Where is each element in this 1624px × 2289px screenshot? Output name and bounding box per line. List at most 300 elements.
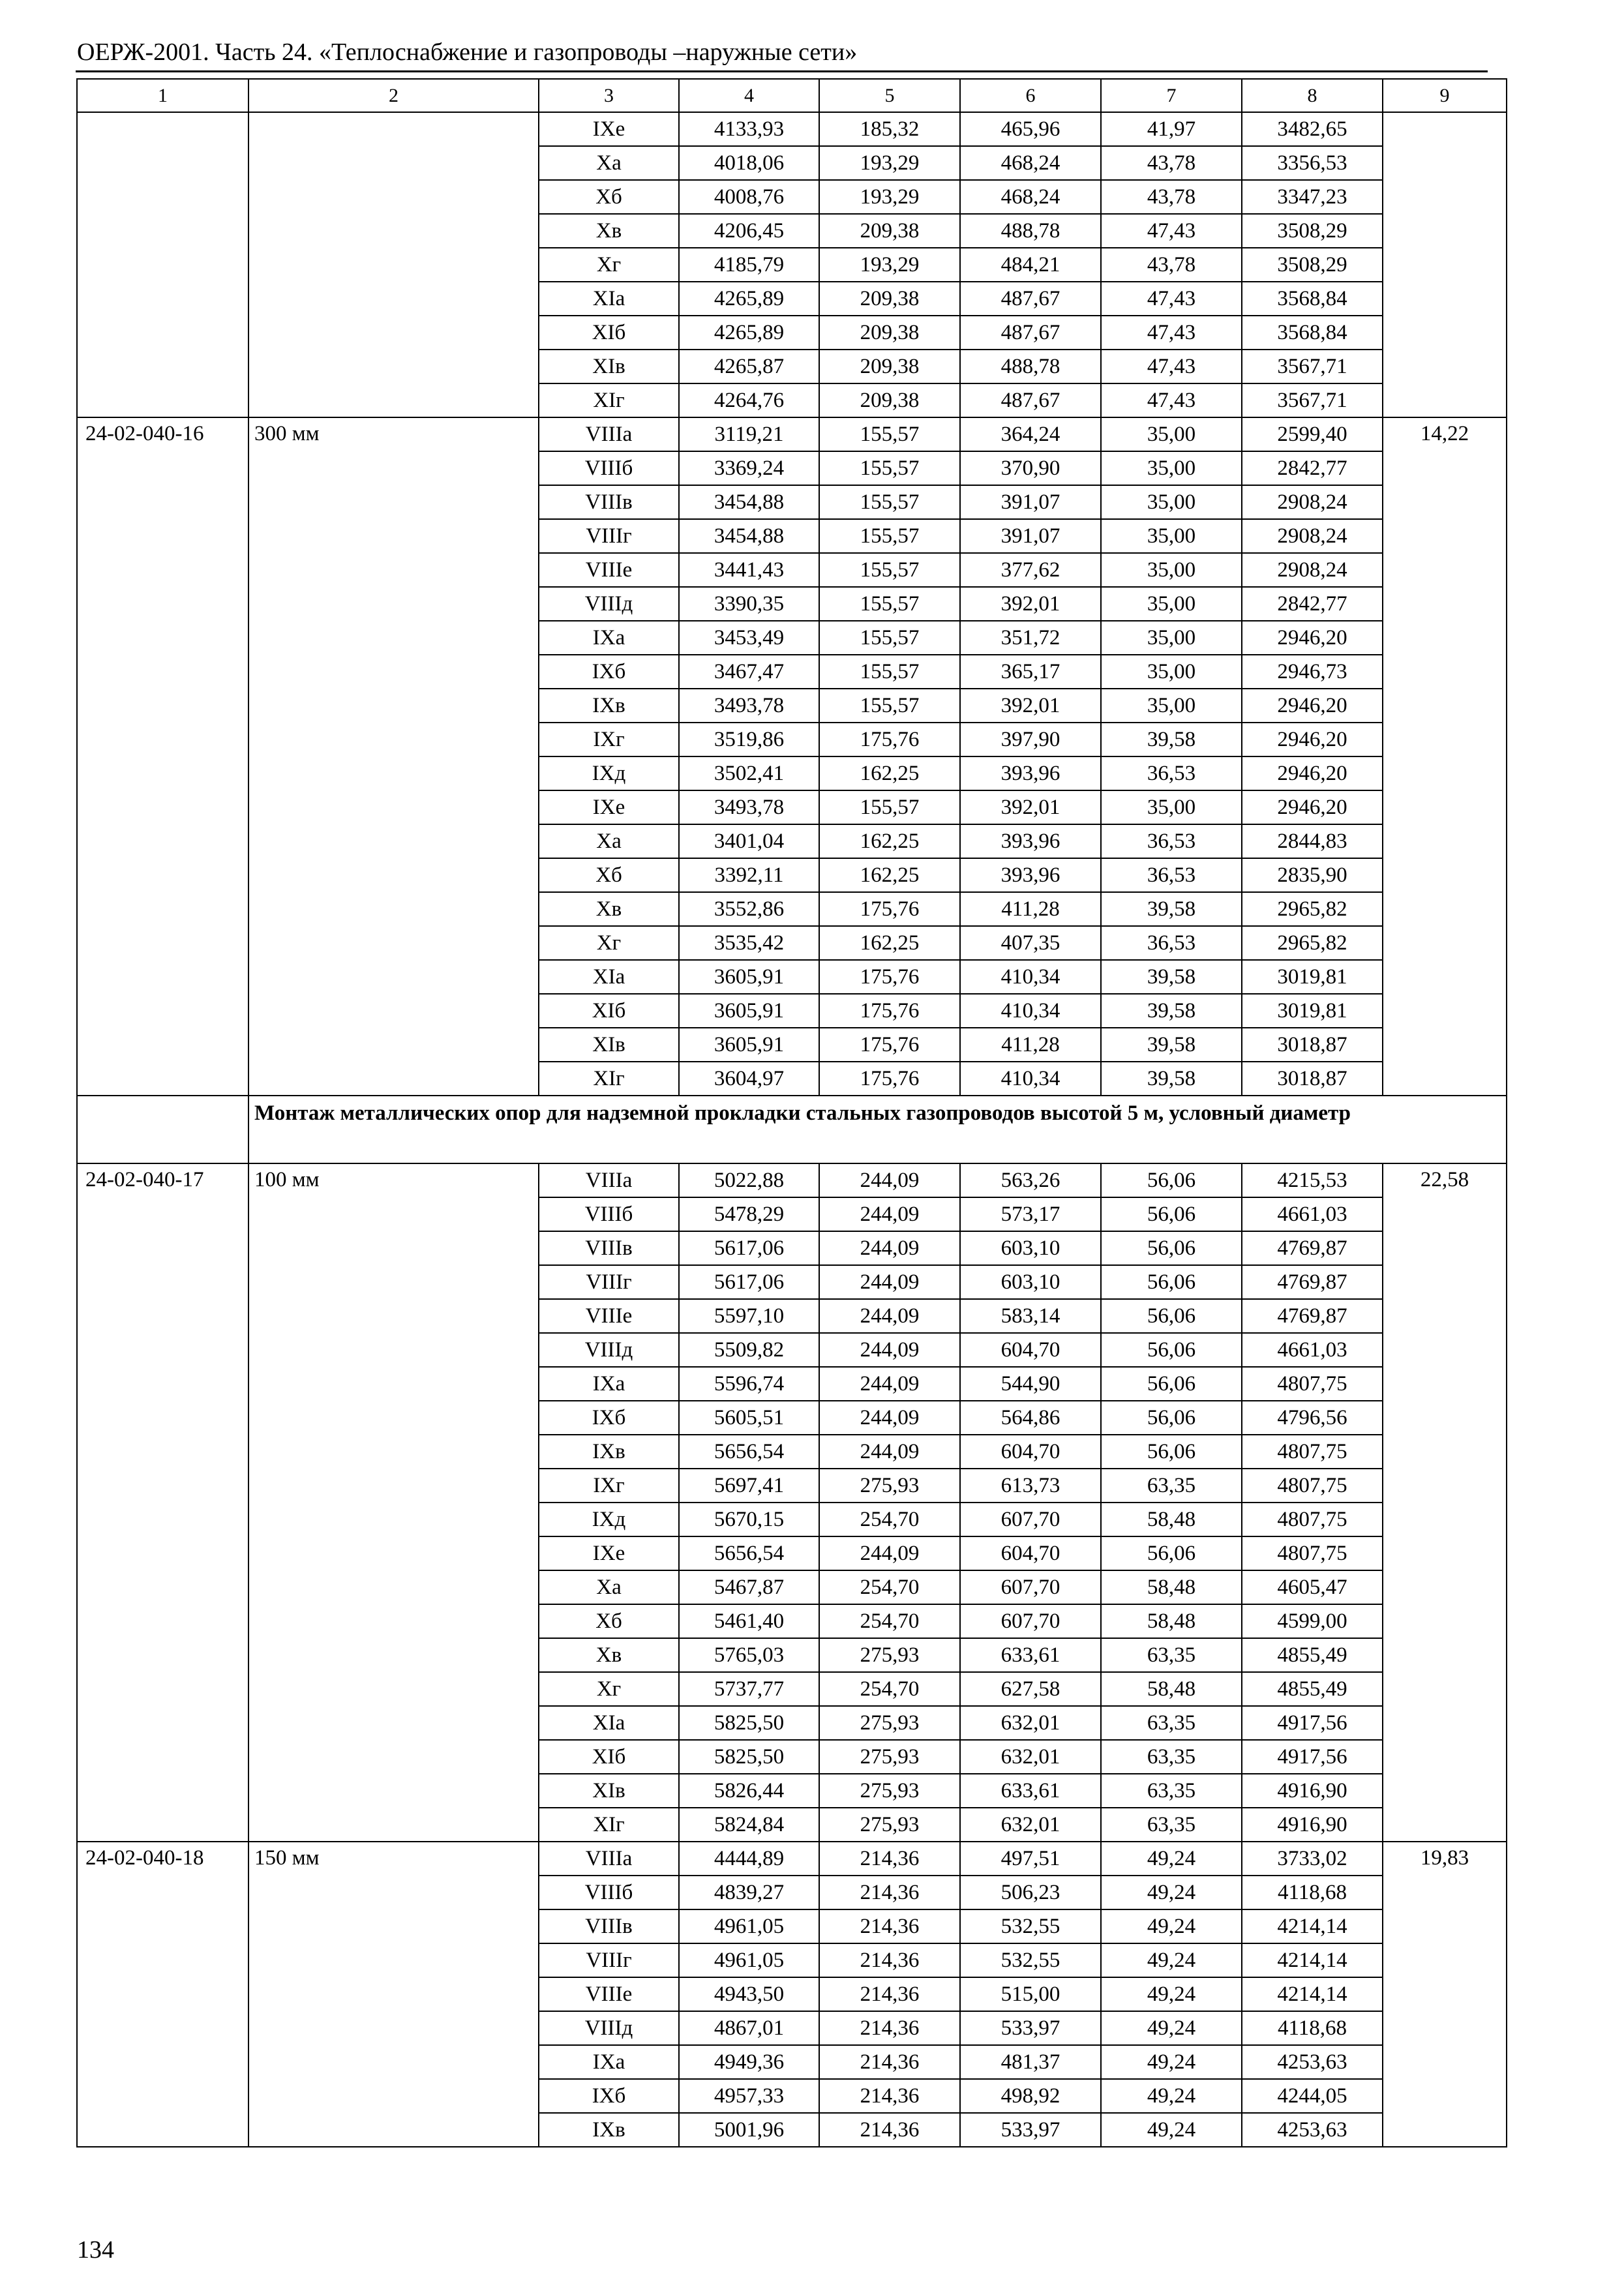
table-row [77, 112, 1507, 146]
machinist-wages-cell: 63,35 [1101, 1808, 1242, 1842]
machines-cell: 583,14 [960, 1299, 1101, 1333]
materials-cell: 2946,20 [1242, 689, 1383, 723]
machinist-wages-cell: 56,06 [1101, 1265, 1242, 1299]
machines-cell: 397,90 [960, 723, 1101, 756]
rate-class-cell: Xб [539, 858, 679, 892]
rate-class-cell: IXа [539, 1367, 679, 1401]
rate-class-cell: Xг [539, 1672, 679, 1706]
labor-wages-cell: 244,09 [819, 1401, 960, 1435]
materials-cell: 4118,68 [1242, 2011, 1383, 2045]
direct-costs-cell: 4957,33 [679, 2079, 819, 2113]
machines-cell: 391,07 [960, 485, 1101, 519]
materials-cell: 2965,82 [1242, 926, 1383, 960]
machines-cell: 392,01 [960, 587, 1101, 621]
machines-cell: 498,92 [960, 2079, 1101, 2113]
diameter-cell: 150 мм [248, 1842, 539, 2147]
machinist-wages-cell: 49,24 [1101, 2045, 1242, 2079]
materials-cell: 4214,14 [1242, 1909, 1383, 1943]
labor-wages-cell: 175,76 [819, 1062, 960, 1096]
machines-cell: 484,21 [960, 248, 1101, 282]
rate-code-cell [77, 112, 248, 417]
materials-cell: 2946,73 [1242, 655, 1383, 689]
materials-cell: 4796,56 [1242, 1401, 1383, 1435]
machines-cell: 632,01 [960, 1740, 1101, 1774]
direct-costs-cell: 5605,51 [679, 1401, 819, 1435]
labor-wages-cell: 214,36 [819, 1842, 960, 1876]
direct-costs-cell: 5670,15 [679, 1503, 819, 1536]
rate-class-cell: VIIIг [539, 1943, 679, 1977]
materials-cell: 3347,23 [1242, 180, 1383, 214]
direct-costs-cell: 3390,35 [679, 587, 819, 621]
labor-wages-cell: 209,38 [819, 282, 960, 316]
labor-wages-cell: 214,36 [819, 2079, 960, 2113]
materials-cell: 3356,53 [1242, 146, 1383, 180]
materials-cell: 3567,71 [1242, 350, 1383, 383]
labor-wages-cell: 155,57 [819, 519, 960, 553]
labor-wages-cell: 175,76 [819, 960, 960, 994]
rate-code-cell: 24-02-040-16 [77, 417, 248, 1096]
rate-class-cell: IXв [539, 1435, 679, 1469]
labor-wages-cell: 244,09 [819, 1536, 960, 1570]
materials-cell: 4917,56 [1242, 1706, 1383, 1740]
column-number: 4 [679, 79, 819, 112]
direct-costs-cell: 5467,87 [679, 1570, 819, 1604]
rate-code-cell: 24-02-040-17 [77, 1163, 248, 1842]
direct-costs-cell: 5597,10 [679, 1299, 819, 1333]
rate-class-cell: XIа [539, 1706, 679, 1740]
direct-costs-cell: 3604,97 [679, 1062, 819, 1096]
materials-cell: 4661,03 [1242, 1197, 1383, 1231]
rate-class-cell: Xв [539, 1638, 679, 1672]
machines-cell: 607,70 [960, 1570, 1101, 1604]
rate-code-cell: 24-02-040-18 [77, 1842, 248, 2147]
labor-wages-cell: 244,09 [819, 1333, 960, 1367]
machinist-wages-cell: 49,24 [1101, 2079, 1242, 2113]
machines-cell: 497,51 [960, 1842, 1101, 1876]
machines-cell: 515,00 [960, 1977, 1101, 2011]
machines-cell: 411,28 [960, 892, 1101, 926]
section-blank-cell [77, 1096, 248, 1163]
direct-costs-cell: 4949,36 [679, 2045, 819, 2079]
direct-costs-cell: 5509,82 [679, 1333, 819, 1367]
labor-hours-cell: 14,22 [1383, 417, 1507, 1096]
direct-costs-cell: 5697,41 [679, 1469, 819, 1503]
labor-wages-cell: 214,36 [819, 1909, 960, 1943]
materials-cell: 4118,68 [1242, 1876, 1383, 1909]
direct-costs-cell: 3605,91 [679, 994, 819, 1028]
machinist-wages-cell: 63,35 [1101, 1740, 1242, 1774]
labor-wages-cell: 162,25 [819, 926, 960, 960]
labor-wages-cell: 209,38 [819, 316, 960, 350]
direct-costs-cell: 3453,49 [679, 621, 819, 655]
rate-class-cell: IXб [539, 1401, 679, 1435]
direct-costs-cell: 3369,24 [679, 451, 819, 485]
machinist-wages-cell: 41,97 [1101, 112, 1242, 146]
rate-class-cell: IXе [539, 790, 679, 824]
page-header-title: ОЕРЖ-2001. Часть 24. «Теплоснабжение и газопроводы –наружные сети» [77, 38, 858, 66]
machinist-wages-cell: 56,06 [1101, 1401, 1242, 1435]
labor-wages-cell: 193,29 [819, 248, 960, 282]
table-row [77, 1842, 1507, 1876]
machinist-wages-cell: 39,58 [1101, 892, 1242, 926]
direct-costs-cell: 4206,45 [679, 214, 819, 248]
rate-class-cell: IXе [539, 112, 679, 146]
machinist-wages-cell: 39,58 [1101, 723, 1242, 756]
machinist-wages-cell: 39,58 [1101, 1062, 1242, 1096]
rate-class-cell: IXа [539, 621, 679, 655]
direct-costs-cell: 5617,06 [679, 1231, 819, 1265]
labor-wages-cell: 162,25 [819, 858, 960, 892]
machines-cell: 603,10 [960, 1265, 1101, 1299]
materials-cell: 4807,75 [1242, 1536, 1383, 1570]
rate-class-cell: XIб [539, 316, 679, 350]
direct-costs-cell: 4018,06 [679, 146, 819, 180]
diameter-cell: 100 мм [248, 1163, 539, 1842]
machines-cell: 370,90 [960, 451, 1101, 485]
machines-cell: 364,24 [960, 417, 1101, 451]
direct-costs-cell: 5824,84 [679, 1808, 819, 1842]
rate-class-cell: VIIIд [539, 587, 679, 621]
labor-wages-cell: 214,36 [819, 1977, 960, 2011]
rate-class-cell: XIа [539, 282, 679, 316]
machines-cell: 487,67 [960, 316, 1101, 350]
materials-cell: 4214,14 [1242, 1943, 1383, 1977]
table-body [77, 79, 1507, 2147]
rate-class-cell: XIг [539, 1062, 679, 1096]
machines-cell: 392,01 [960, 790, 1101, 824]
materials-cell: 4855,49 [1242, 1638, 1383, 1672]
machines-cell: 544,90 [960, 1367, 1101, 1401]
machines-cell: 533,97 [960, 2113, 1101, 2147]
machinist-wages-cell: 39,58 [1101, 1028, 1242, 1062]
rate-class-cell: Xа [539, 1570, 679, 1604]
machines-cell: 633,61 [960, 1638, 1101, 1672]
machinist-wages-cell: 35,00 [1101, 485, 1242, 519]
direct-costs-cell: 4867,01 [679, 2011, 819, 2045]
machines-cell: 481,37 [960, 2045, 1101, 2079]
labor-wages-cell: 155,57 [819, 689, 960, 723]
column-number: 6 [960, 79, 1101, 112]
rate-class-cell: VIIIд [539, 1333, 679, 1367]
rate-class-cell: VIIIе [539, 1299, 679, 1333]
materials-cell: 4214,14 [1242, 1977, 1383, 2011]
machinist-wages-cell: 56,06 [1101, 1435, 1242, 1469]
labor-wages-cell: 155,57 [819, 417, 960, 451]
rate-class-cell: XIб [539, 994, 679, 1028]
materials-cell: 3568,84 [1242, 316, 1383, 350]
machinist-wages-cell: 35,00 [1101, 519, 1242, 553]
labor-wages-cell: 275,93 [819, 1706, 960, 1740]
rate-class-cell: Xб [539, 180, 679, 214]
direct-costs-cell: 4961,05 [679, 1909, 819, 1943]
machinist-wages-cell: 56,06 [1101, 1536, 1242, 1570]
labor-hours-cell: 22,58 [1383, 1163, 1507, 1842]
rate-class-cell: VIIIа [539, 417, 679, 451]
materials-cell: 2946,20 [1242, 723, 1383, 756]
materials-cell: 2844,83 [1242, 824, 1383, 858]
labor-wages-cell: 175,76 [819, 892, 960, 926]
labor-wages-cell: 244,09 [819, 1435, 960, 1469]
machinist-wages-cell: 58,48 [1101, 1604, 1242, 1638]
direct-costs-cell: 3605,91 [679, 960, 819, 994]
materials-cell: 2946,20 [1242, 790, 1383, 824]
machinist-wages-cell: 35,00 [1101, 587, 1242, 621]
labor-wages-cell: 244,09 [819, 1299, 960, 1333]
machines-cell: 487,67 [960, 282, 1101, 316]
materials-cell: 4916,90 [1242, 1808, 1383, 1842]
labor-wages-cell: 214,36 [819, 2045, 960, 2079]
machines-cell: 410,34 [960, 1062, 1101, 1096]
machines-cell: 488,78 [960, 214, 1101, 248]
direct-costs-cell: 5478,29 [679, 1197, 819, 1231]
labor-wages-cell: 214,36 [819, 2113, 960, 2147]
machinist-wages-cell: 39,58 [1101, 994, 1242, 1028]
rate-class-cell: XIв [539, 1028, 679, 1062]
machines-cell: 604,70 [960, 1435, 1101, 1469]
labor-wages-cell: 244,09 [819, 1163, 960, 1197]
column-number-row [77, 79, 1507, 112]
machinist-wages-cell: 49,24 [1101, 2011, 1242, 2045]
machinist-wages-cell: 43,78 [1101, 146, 1242, 180]
machinist-wages-cell: 63,35 [1101, 1774, 1242, 1808]
materials-cell: 2835,90 [1242, 858, 1383, 892]
machines-cell: 410,34 [960, 994, 1101, 1028]
direct-costs-cell: 4185,79 [679, 248, 819, 282]
materials-cell: 4253,63 [1242, 2113, 1383, 2147]
machines-cell: 532,55 [960, 1909, 1101, 1943]
machinist-wages-cell: 56,06 [1101, 1197, 1242, 1231]
materials-cell: 3018,87 [1242, 1062, 1383, 1096]
labor-wages-cell: 209,38 [819, 214, 960, 248]
rate-class-cell: VIIIб [539, 451, 679, 485]
materials-cell: 2908,24 [1242, 519, 1383, 553]
machines-cell: 410,34 [960, 960, 1101, 994]
machinist-wages-cell: 47,43 [1101, 383, 1242, 417]
section-title: Монтаж металлических опор для надземной прокладки стальных газопроводов высотой 5 м, условный диаметр [248, 1096, 1507, 1163]
machines-cell: 411,28 [960, 1028, 1101, 1062]
labor-wages-cell: 193,29 [819, 180, 960, 214]
machinist-wages-cell: 35,00 [1101, 790, 1242, 824]
materials-cell: 4253,63 [1242, 2045, 1383, 2079]
direct-costs-cell: 3519,86 [679, 723, 819, 756]
labor-wages-cell: 155,57 [819, 553, 960, 587]
direct-costs-cell: 4444,89 [679, 1842, 819, 1876]
rate-class-cell: XIб [539, 1740, 679, 1774]
machines-cell: 393,96 [960, 824, 1101, 858]
rate-class-cell: Xг [539, 248, 679, 282]
labor-wages-cell: 254,70 [819, 1570, 960, 1604]
direct-costs-cell: 3401,04 [679, 824, 819, 858]
labor-wages-cell: 193,29 [819, 146, 960, 180]
materials-cell: 4769,87 [1242, 1265, 1383, 1299]
labor-wages-cell: 155,57 [819, 587, 960, 621]
direct-costs-cell: 5825,50 [679, 1740, 819, 1774]
machines-cell: 468,24 [960, 146, 1101, 180]
materials-cell: 4769,87 [1242, 1231, 1383, 1265]
direct-costs-cell: 5737,77 [679, 1672, 819, 1706]
machinist-wages-cell: 49,24 [1101, 1977, 1242, 2011]
machinist-wages-cell: 49,24 [1101, 1842, 1242, 1876]
labor-wages-cell: 275,93 [819, 1638, 960, 1672]
column-number: 3 [539, 79, 679, 112]
materials-cell: 4807,75 [1242, 1503, 1383, 1536]
materials-cell: 3568,84 [1242, 282, 1383, 316]
rate-class-cell: IXе [539, 1536, 679, 1570]
table-row [77, 1163, 1507, 1197]
machinist-wages-cell: 35,00 [1101, 553, 1242, 587]
materials-cell: 4244,05 [1242, 2079, 1383, 2113]
direct-costs-cell: 3392,11 [679, 858, 819, 892]
column-number: 1 [77, 79, 248, 112]
materials-cell: 4215,53 [1242, 1163, 1383, 1197]
labor-wages-cell: 155,57 [819, 621, 960, 655]
direct-costs-cell: 5596,74 [679, 1367, 819, 1401]
labor-hours-cell: 19,83 [1383, 1842, 1507, 2147]
machinist-wages-cell: 47,43 [1101, 282, 1242, 316]
machines-cell: 563,26 [960, 1163, 1101, 1197]
direct-costs-cell: 3441,43 [679, 553, 819, 587]
machines-cell: 506,23 [960, 1876, 1101, 1909]
direct-costs-cell: 3502,41 [679, 756, 819, 790]
machinist-wages-cell: 58,48 [1101, 1570, 1242, 1604]
machinist-wages-cell: 36,53 [1101, 824, 1242, 858]
labor-wages-cell: 209,38 [819, 383, 960, 417]
labor-wages-cell: 155,57 [819, 485, 960, 519]
materials-cell: 2599,40 [1242, 417, 1383, 451]
labor-wages-cell: 244,09 [819, 1231, 960, 1265]
materials-cell: 2946,20 [1242, 621, 1383, 655]
direct-costs-cell: 4961,05 [679, 1943, 819, 1977]
materials-cell: 4807,75 [1242, 1367, 1383, 1401]
machines-cell: 603,10 [960, 1231, 1101, 1265]
materials-cell: 3019,81 [1242, 960, 1383, 994]
direct-costs-cell: 3454,88 [679, 485, 819, 519]
machinist-wages-cell: 35,00 [1101, 621, 1242, 655]
diameter-cell [248, 112, 539, 417]
direct-costs-cell: 5001,96 [679, 2113, 819, 2147]
direct-costs-cell: 5656,54 [679, 1435, 819, 1469]
materials-cell: 3733,02 [1242, 1842, 1383, 1876]
direct-costs-cell: 3454,88 [679, 519, 819, 553]
direct-costs-cell: 4133,93 [679, 112, 819, 146]
direct-costs-cell: 4265,87 [679, 350, 819, 383]
machinist-wages-cell: 56,06 [1101, 1231, 1242, 1265]
column-number: 5 [819, 79, 960, 112]
labor-wages-cell: 162,25 [819, 824, 960, 858]
machines-cell: 468,24 [960, 180, 1101, 214]
rate-class-cell: VIIIг [539, 1265, 679, 1299]
materials-cell: 3019,81 [1242, 994, 1383, 1028]
labor-wages-cell: 275,93 [819, 1740, 960, 1774]
machinist-wages-cell: 43,78 [1101, 248, 1242, 282]
direct-costs-cell: 3119,21 [679, 417, 819, 451]
labor-wages-cell: 162,25 [819, 756, 960, 790]
rate-class-cell: Xб [539, 1604, 679, 1638]
machinist-wages-cell: 35,00 [1101, 689, 1242, 723]
materials-cell: 4807,75 [1242, 1469, 1383, 1503]
machines-cell: 632,01 [960, 1706, 1101, 1740]
section-header-row [77, 1096, 1507, 1163]
header-rule [76, 70, 1488, 72]
rate-class-cell: VIIIе [539, 1977, 679, 2011]
rate-class-cell: VIIIа [539, 1842, 679, 1876]
direct-costs-cell: 3493,78 [679, 689, 819, 723]
machinist-wages-cell: 49,24 [1101, 1943, 1242, 1977]
rate-class-cell: XIг [539, 1808, 679, 1842]
labor-wages-cell: 155,57 [819, 451, 960, 485]
machinist-wages-cell: 56,06 [1101, 1333, 1242, 1367]
machines-cell: 627,58 [960, 1672, 1101, 1706]
labor-wages-cell: 244,09 [819, 1367, 960, 1401]
table-row [77, 417, 1507, 451]
machines-cell: 487,67 [960, 383, 1101, 417]
diameter-cell: 300 мм [248, 417, 539, 1096]
machines-cell: 573,17 [960, 1197, 1101, 1231]
machines-cell: 633,61 [960, 1774, 1101, 1808]
column-number: 2 [248, 79, 539, 112]
labor-wages-cell: 275,93 [819, 1808, 960, 1842]
machinist-wages-cell: 35,00 [1101, 451, 1242, 485]
direct-costs-cell: 5656,54 [679, 1536, 819, 1570]
direct-costs-cell: 3467,47 [679, 655, 819, 689]
materials-cell: 3018,87 [1242, 1028, 1383, 1062]
machinist-wages-cell: 43,78 [1101, 180, 1242, 214]
rates-table [76, 78, 1507, 2147]
materials-cell: 2946,20 [1242, 756, 1383, 790]
direct-costs-cell: 4264,76 [679, 383, 819, 417]
machinist-wages-cell: 56,06 [1101, 1299, 1242, 1333]
rate-class-cell: IXд [539, 756, 679, 790]
machines-cell: 564,86 [960, 1401, 1101, 1435]
rate-class-cell: VIIIа [539, 1163, 679, 1197]
machinist-wages-cell: 36,53 [1101, 926, 1242, 960]
direct-costs-cell: 5461,40 [679, 1604, 819, 1638]
rate-class-cell: Xг [539, 926, 679, 960]
labor-wages-cell: 244,09 [819, 1197, 960, 1231]
labor-wages-cell: 244,09 [819, 1265, 960, 1299]
rate-class-cell: IXг [539, 723, 679, 756]
machinist-wages-cell: 35,00 [1101, 655, 1242, 689]
machinist-wages-cell: 39,58 [1101, 960, 1242, 994]
machines-cell: 607,70 [960, 1503, 1101, 1536]
column-number: 9 [1383, 79, 1507, 112]
labor-wages-cell: 185,32 [819, 112, 960, 146]
column-number: 7 [1101, 79, 1242, 112]
rate-class-cell: Xа [539, 824, 679, 858]
rate-class-cell: VIIIв [539, 1231, 679, 1265]
rate-class-cell: Xа [539, 146, 679, 180]
materials-cell: 4661,03 [1242, 1333, 1383, 1367]
rate-class-cell: XIг [539, 383, 679, 417]
labor-wages-cell: 175,76 [819, 723, 960, 756]
machines-cell: 365,17 [960, 655, 1101, 689]
labor-wages-cell: 175,76 [819, 994, 960, 1028]
rate-class-cell: IXа [539, 2045, 679, 2079]
rate-class-cell: VIIIд [539, 2011, 679, 2045]
materials-cell: 2842,77 [1242, 587, 1383, 621]
labor-wages-cell: 214,36 [819, 2011, 960, 2045]
machines-cell: 392,01 [960, 689, 1101, 723]
materials-cell: 4916,90 [1242, 1774, 1383, 1808]
labor-wages-cell: 214,36 [819, 1876, 960, 1909]
machines-cell: 393,96 [960, 858, 1101, 892]
labor-wages-cell: 254,70 [819, 1503, 960, 1536]
labor-wages-cell: 209,38 [819, 350, 960, 383]
direct-costs-cell: 4008,76 [679, 180, 819, 214]
machines-cell: 465,96 [960, 112, 1101, 146]
labor-wages-cell: 155,57 [819, 790, 960, 824]
materials-cell: 4599,00 [1242, 1604, 1383, 1638]
